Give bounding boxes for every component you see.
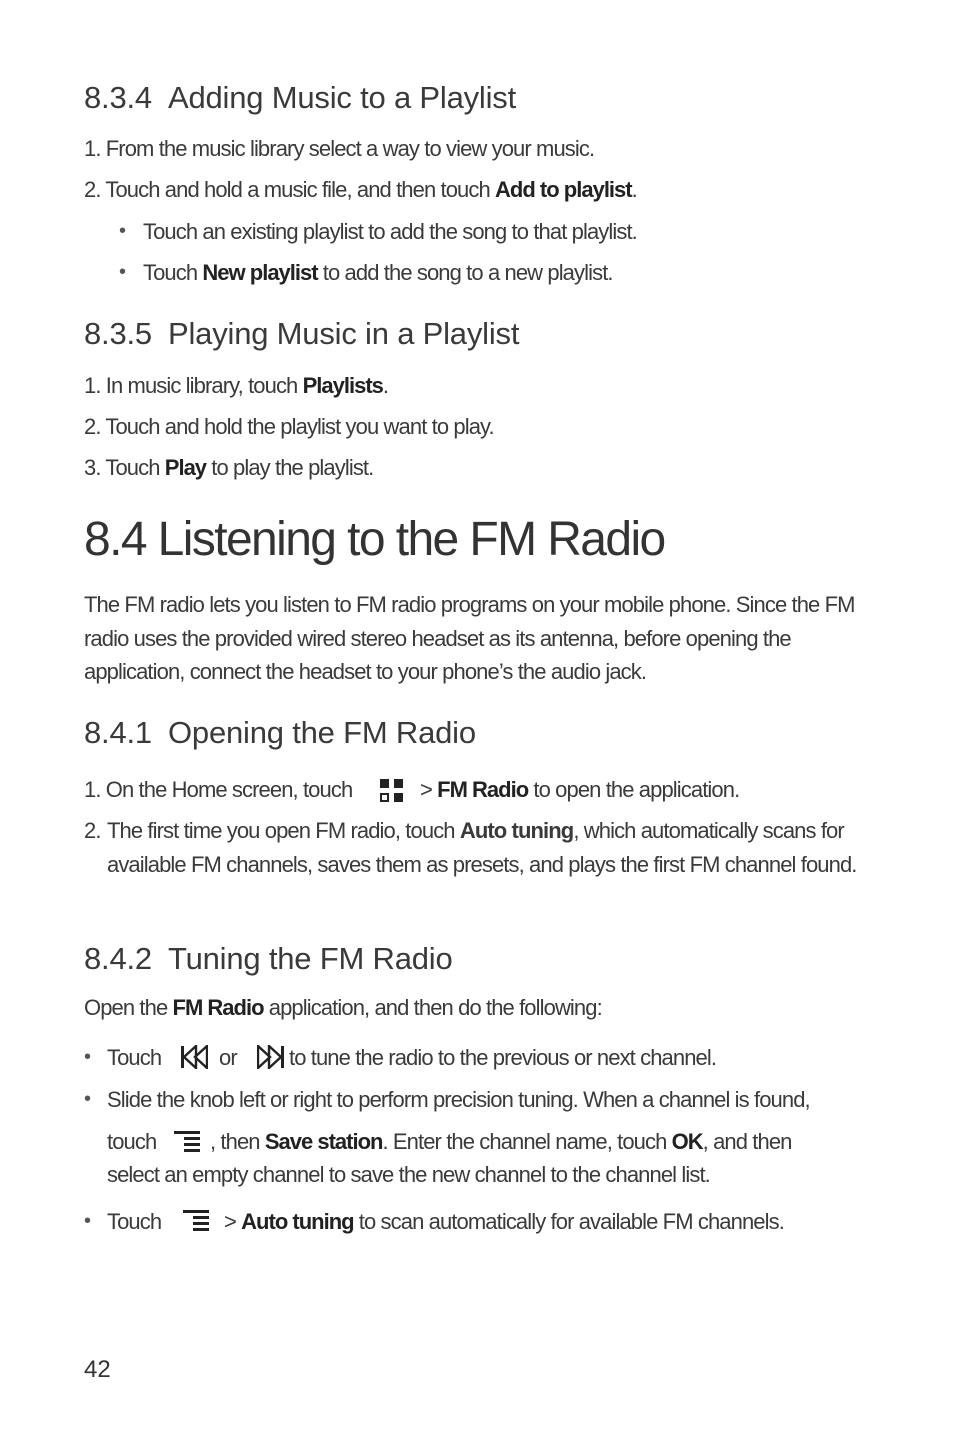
bold-term: New playlist: [202, 260, 318, 285]
step-text: to scan automatically for available FM channels.: [353, 1209, 784, 1234]
menu-icon: [174, 1131, 200, 1153]
page-number: 42: [84, 1356, 111, 1383]
step-text: . Enter the channel name, touch: [382, 1129, 672, 1154]
apps-grid-icon: [380, 779, 404, 803]
heading-8-4-2: [84, 941, 453, 977]
heading-8-4: 8.4 Listening to the FM Radio: [84, 513, 665, 566]
section-number: 8.4.1: [84, 715, 152, 750]
step-1: 1. From the music library select a way to view your music.: [84, 136, 595, 161]
step-text: >: [224, 1209, 242, 1234]
section-number: 8.4.2: [84, 941, 152, 976]
step-text: 2. Touch and hold a music file, and then touch: [84, 177, 496, 202]
heading-8-4-1: [84, 715, 476, 751]
bullet-dot: •: [84, 1088, 92, 1110]
bullet-dot: •: [119, 220, 127, 242]
bold-term: Save station: [264, 1129, 383, 1154]
bold-term: OK: [671, 1129, 703, 1154]
section-number: 8.3.4: [84, 80, 152, 115]
step-text: .: [382, 373, 389, 398]
section-title: Tuning the FM Radio: [168, 941, 453, 976]
step-text: Open the: [84, 995, 173, 1020]
menu-icon: [183, 1210, 209, 1232]
section-title: Adding Music to a Playlist: [168, 80, 517, 115]
bullet-2-touch: touch: [107, 1129, 157, 1154]
next-channel-icon: [257, 1045, 285, 1069]
bullet-dot: •: [84, 1046, 92, 1068]
step-2-number: 2.: [84, 818, 101, 843]
bullet-dot: •: [119, 261, 127, 283]
step-text: to add the song to a new playlist.: [317, 260, 613, 285]
section-number: 8.3.5: [84, 316, 152, 351]
step-text: 3. Touch: [84, 455, 165, 480]
step-1-b: [420, 777, 739, 803]
step-2: 2. Touch and hold the playlist you want to play.: [84, 414, 494, 439]
intro-line: [84, 995, 602, 1021]
step-1-a: 1. On the Home screen, touch: [84, 777, 353, 802]
step-text: , and then: [702, 1129, 792, 1154]
step-text: The first time you open FM radio, touch: [107, 818, 460, 843]
bullet-2-line2: [210, 1129, 792, 1155]
bullet-2-line3: select an empty channel to save the new channel to the channel list.: [107, 1162, 710, 1187]
step-text: to play the playlist.: [206, 455, 374, 480]
bullet-1-or: or: [219, 1045, 237, 1070]
bold-term: Auto tuning: [241, 1209, 354, 1234]
bullet-1-text: to tune the radio to the previous or next channel.: [289, 1045, 717, 1070]
step-text: 1. In music library, touch: [84, 373, 303, 398]
bold-term: Playlists: [302, 373, 383, 398]
bullet-3-text: [224, 1209, 784, 1235]
bullet-3-touch: Touch: [107, 1209, 162, 1234]
step-text: >: [420, 777, 438, 802]
step-text: application, and then do the following:: [263, 995, 602, 1020]
bold-term: FM Radio: [437, 777, 529, 802]
bold-term: Auto tuning: [459, 818, 574, 843]
bold-term: Play: [164, 455, 207, 480]
bold-term: Add to playlist: [495, 177, 632, 202]
section-title: Opening the FM Radio: [168, 715, 476, 750]
step-text: to open the application.: [528, 777, 740, 802]
heading-8-3-4: [84, 80, 516, 116]
bullet-1-touch: Touch: [107, 1045, 162, 1070]
step-3: [84, 455, 373, 481]
step-text: , which automatically scans for available FM channels, saves them as presets, and plays the first FM channel found.: [107, 818, 857, 877]
step-2: [84, 177, 637, 203]
section-title: Playing Music in a Playlist: [168, 316, 520, 351]
step-text: , then: [210, 1129, 265, 1154]
intro-paragraph: The FM radio lets you listen to FM radio programs on your mobile phone. Since the FM radio uses the provided wired stereo headset as its antenna, before opening the application, connect the headset to your phone’s the audio jack.: [84, 592, 855, 684]
bullet-2-line1: Slide the knob left or right to perform precision tuning. When a channel is found,: [107, 1087, 810, 1112]
step-text: .: [631, 177, 637, 202]
previous-channel-icon: [180, 1045, 208, 1069]
bullet-item: [143, 260, 613, 286]
bullet-item: Touch an existing playlist to add the song to that playlist.: [143, 219, 637, 244]
bold-term: FM Radio: [172, 995, 264, 1020]
bullet-dot: •: [84, 1210, 92, 1232]
step-1: [84, 373, 388, 399]
step-text: Touch: [143, 260, 203, 285]
step-2: [107, 814, 877, 881]
heading-8-3-5: [84, 316, 519, 352]
